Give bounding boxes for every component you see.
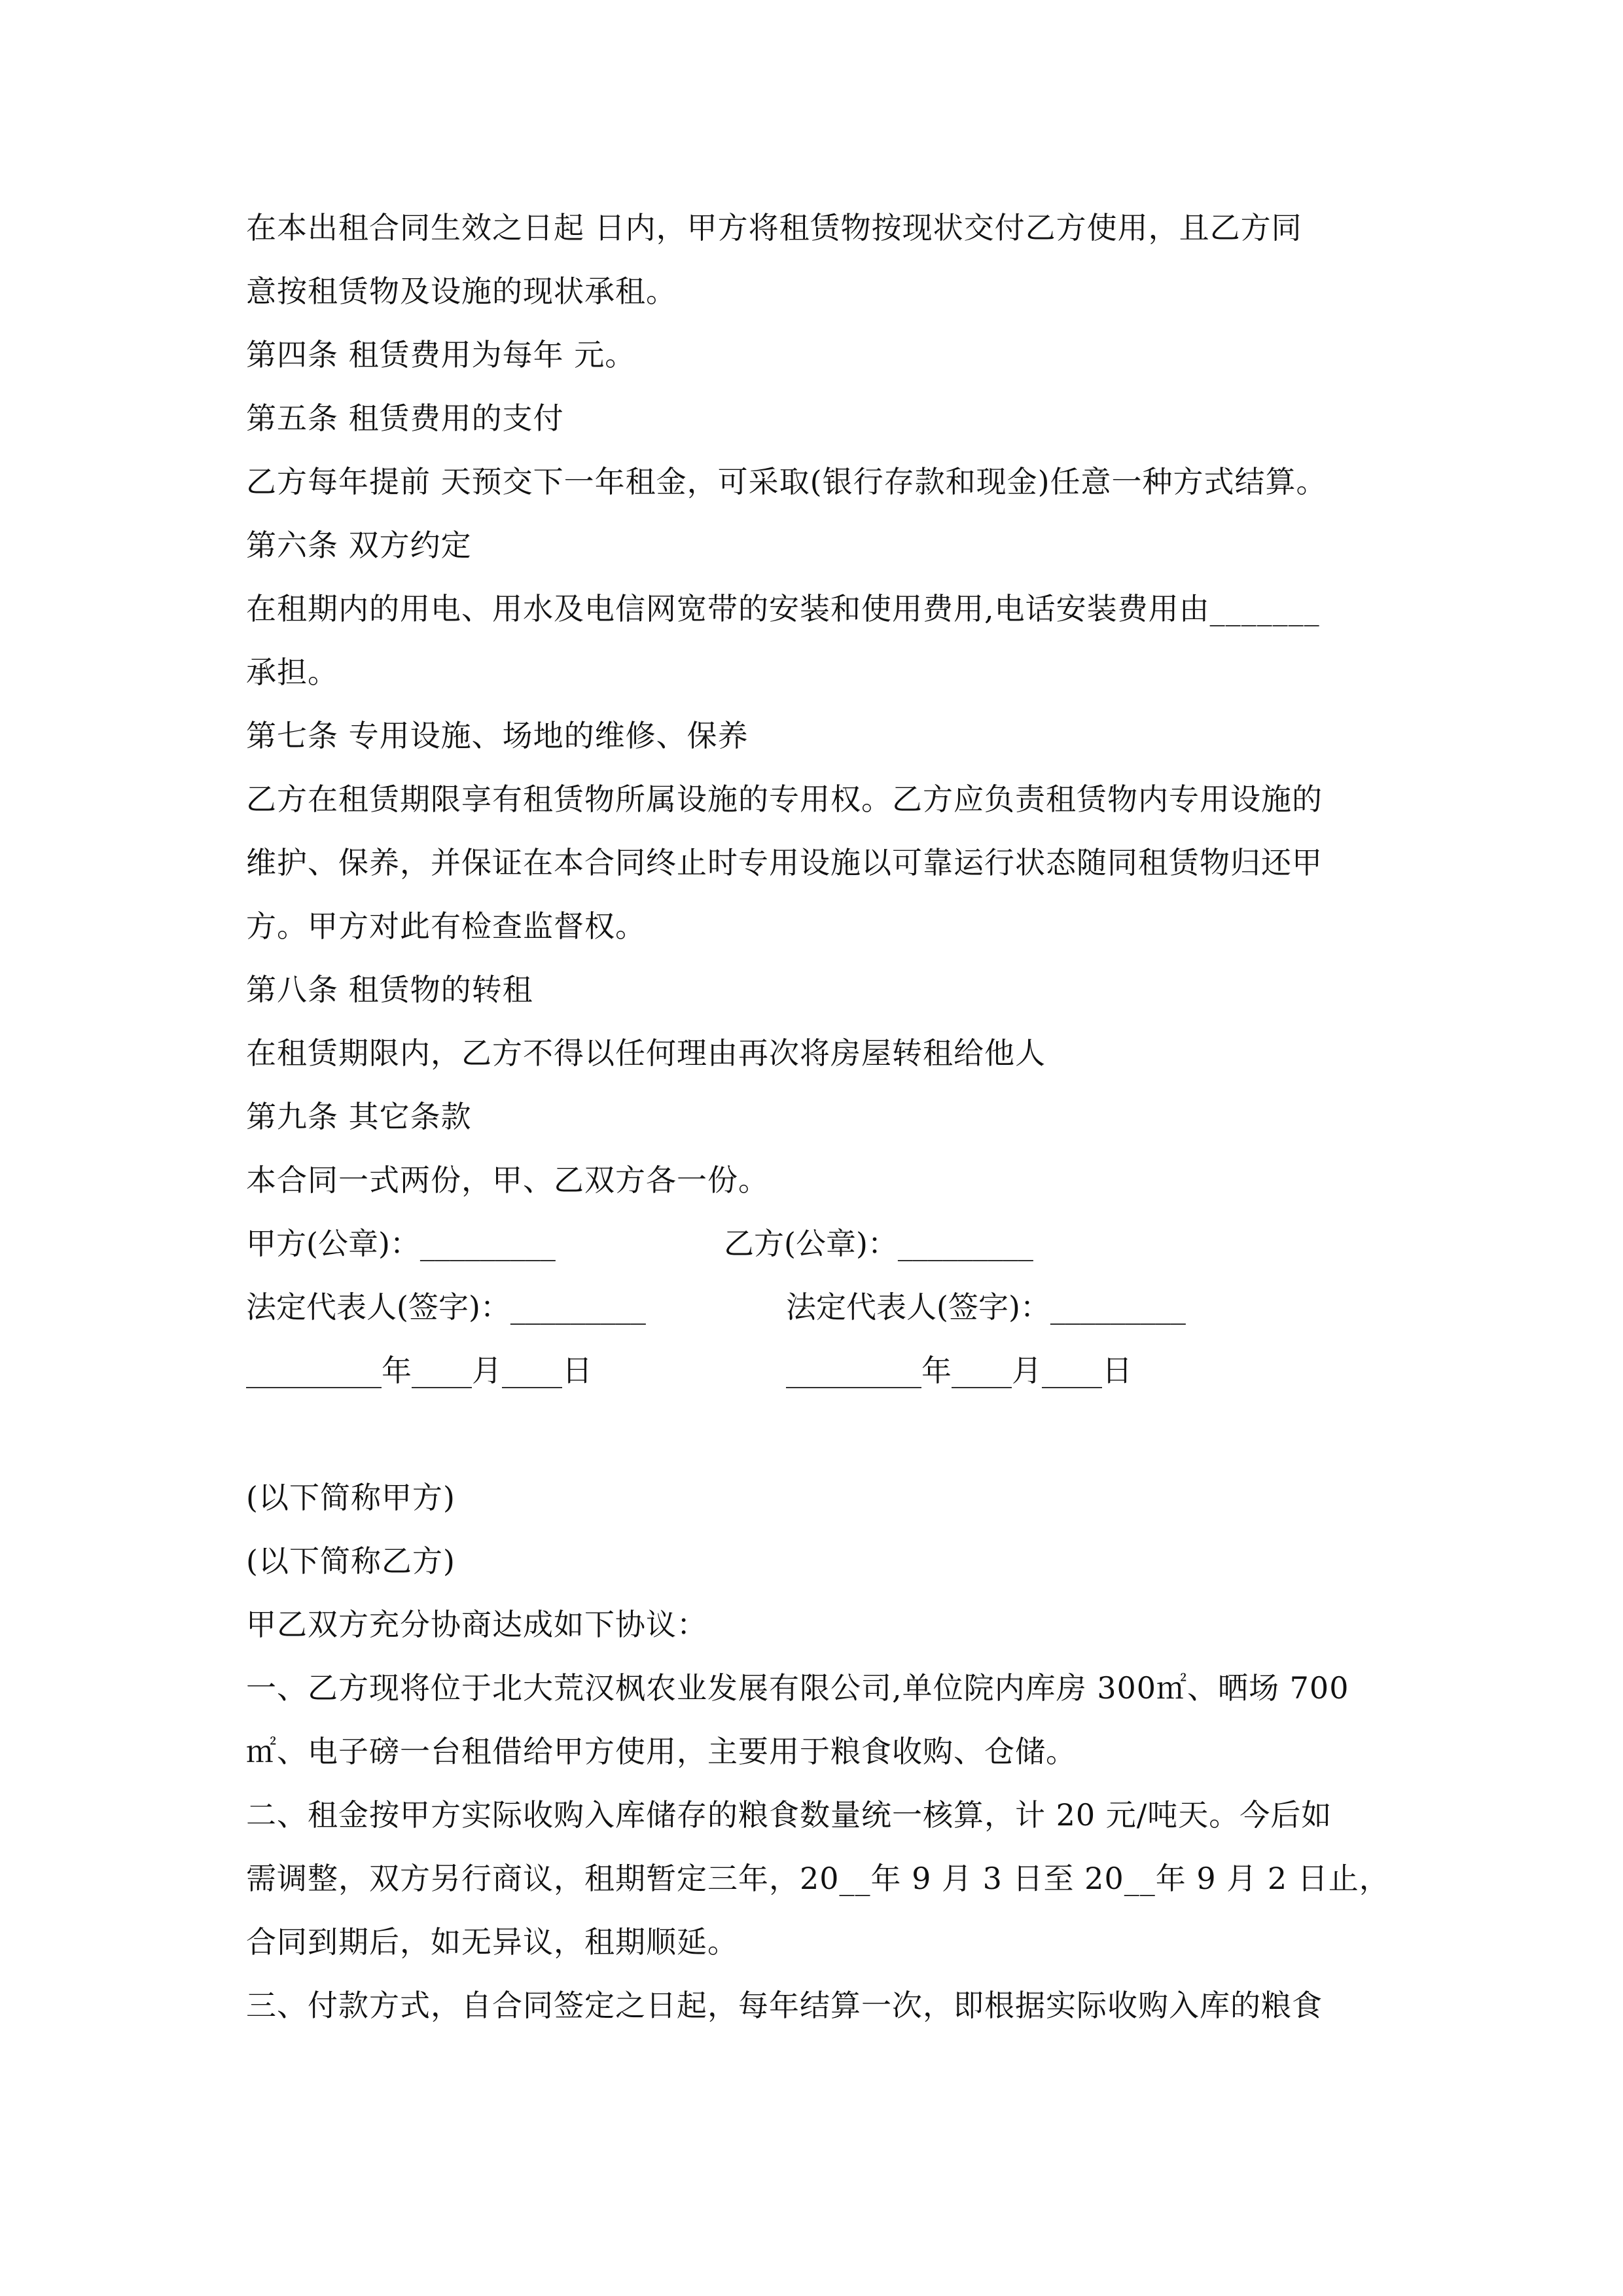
clause-1-line: 一、乙方现将位于北大荒汉枫农业发展有限公司,单位院内库房 300㎡、晒场 700 [246, 1670, 1349, 1706]
clause-2-line: 二、租金按甲方实际收购入库储存的粮食数量统一核算，计 20 元/吨天。今后如 [246, 1797, 1332, 1833]
party-b-date-field: _________年____月____日 [786, 1353, 1132, 1388]
text-line: 方。甲方对此有检查监督权。 [246, 908, 646, 944]
article-6-heading: 第六条 双方约定 [246, 528, 472, 563]
section-gap [246, 1403, 1398, 1466]
text-line: 乙方每年提前 天预交下一年租金，可采取(银行存款和现金)任意一种方式结算。 [246, 464, 1327, 499]
document-page [246, 196, 1398, 2037]
text-line: 意按租赁物及设施的现状承租。 [246, 274, 677, 309]
party-b-abbrev: (以下简称乙方) [246, 1543, 455, 1579]
party-a-date-field: _________年____月____日 [246, 1353, 592, 1388]
text-line: 维护、保养，并保证在本合同终止时专用设施以可靠运行状态随同租赁物归还甲 [246, 845, 1323, 880]
signature-rep-row [246, 1276, 1398, 1339]
party-b-seal-field: 乙方(公章)：_________ [724, 1226, 1033, 1261]
article-5-heading: 第五条 租赁费用的支付 [246, 401, 564, 436]
party-a-abbrev: (以下简称甲方) [246, 1480, 455, 1515]
article-9-heading: 第九条 其它条款 [246, 1099, 472, 1134]
clause-1-line: ㎡、电子磅一台租借给甲方使用，主要用于粮食收购、仓储。 [246, 1734, 1077, 1769]
article-4-heading: 第四条 租赁费用为每年 元。 [246, 337, 636, 372]
agreement-intro: 甲乙双方充分协商达成如下协议： [246, 1607, 707, 1642]
party-a-rep-field: 法定代表人(签字)：_________ [246, 1289, 646, 1325]
article-8-heading: 第八条 租赁物的转租 [246, 972, 533, 1007]
text-line: 在本出租合同生效之日起 日内，甲方将租赁物按现状交付乙方使用，且乙方同 [246, 210, 1302, 245]
text-line: 在租期内的用电、用水及电信网宽带的安装和使用费用,电话安装费用由_______ [246, 591, 1320, 626]
text-line: 本合同一式两份，甲、乙双方各一份。 [246, 1162, 769, 1198]
party-a-seal-field: 甲方(公章)：_________ [246, 1226, 556, 1261]
clause-2-line: 需调整，双方另行商议，租期暂定三年，20__年 9 月 3 日至 20__年 9 月 2 日止， [246, 1861, 1390, 1896]
signature-date-row [246, 1339, 1398, 1403]
signature-seal-row [246, 1212, 1398, 1276]
article-7-heading: 第七条 专用设施、场地的维修、保养 [246, 718, 749, 753]
clause-2-line: 合同到期后，如无异议，租期顺延。 [246, 1924, 738, 1960]
text-line: 在租赁期限内，乙方不得以任何理由再次将房屋转租给他人 [246, 1035, 1046, 1071]
text-line: 乙方在租赁期限享有租赁物所属设施的专用权。乙方应负责租赁物内专用设施的 [246, 781, 1323, 817]
party-b-rep-field: 法定代表人(签字)：_________ [786, 1289, 1186, 1325]
text-line: 承担。 [246, 655, 338, 690]
clause-3-line: 三、付款方式，自合同签定之日起，每年结算一次，即根据实际收购入库的粮食 [246, 1988, 1323, 2023]
